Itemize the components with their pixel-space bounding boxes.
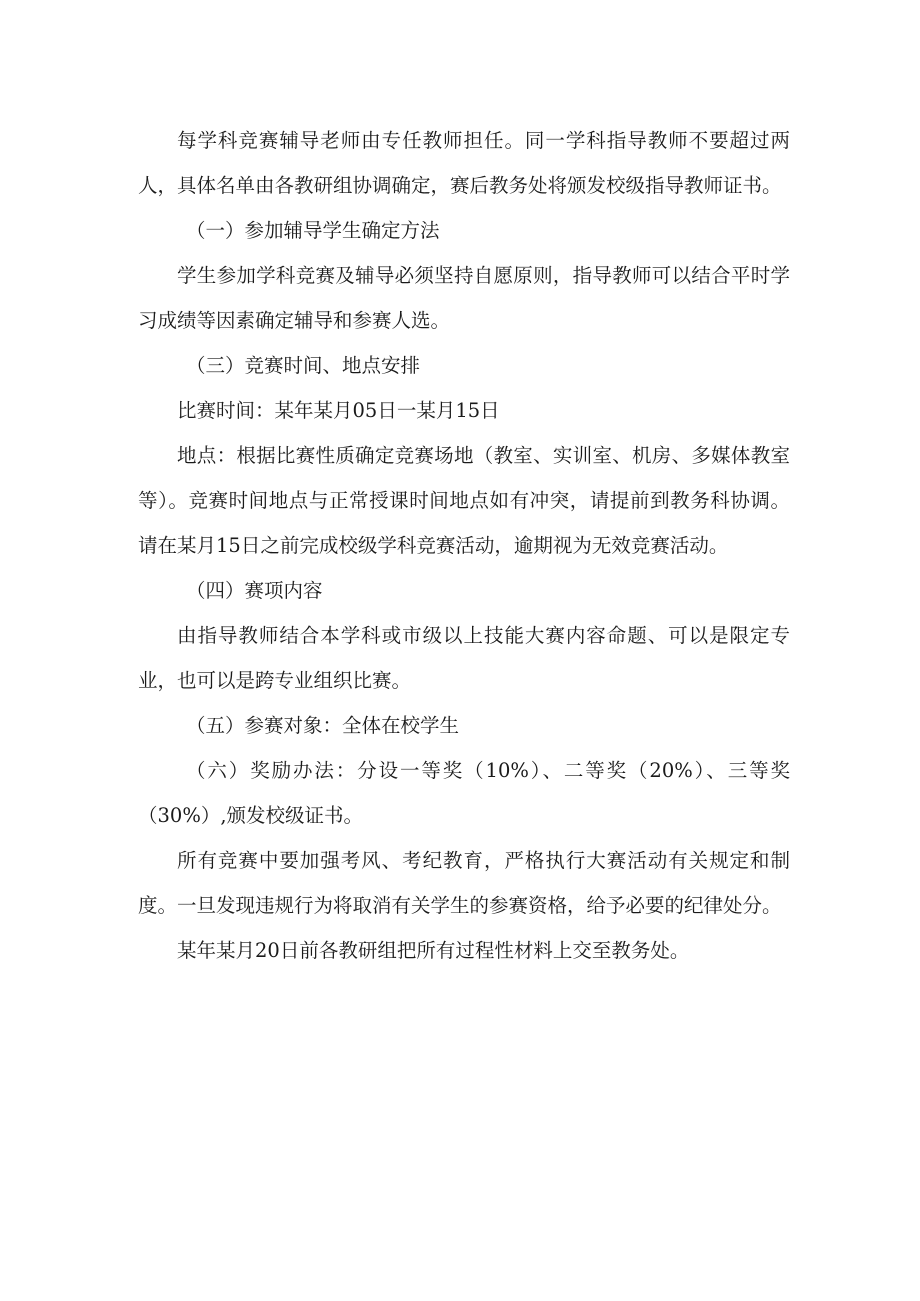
section-heading-participants: （五）参赛对象：全体在校学生: [186, 714, 460, 737]
paragraph-voluntary-principle: 学生参加学科竞赛及辅导必须坚持自愿原则，指导教师可以结合平时学习成绩等因素确定辅导和参赛人选。: [138, 264, 790, 332]
section-heading-awards: （六）奖励办法：分设一等奖（10%）、二等奖（20%）、三等奖（30%）,颁发校级证书。: [138, 759, 790, 827]
paragraph-discipline: 所有竞赛中要加强考风、考纪教育，严格执行大赛活动有关规定和制度。一旦发现违规行为将取消有关学生的参赛资格，给予必要的纪律处分。: [138, 849, 790, 917]
section-heading-event-content: （四）赛项内容: [186, 579, 323, 602]
paragraph-submission-deadline: 某年某月20日前各教研组把所有过程性材料上交至教务处。: [177, 939, 690, 962]
paragraph-instructor-assignment: 每学科竞赛辅导老师由专任教师担任。同一学科指导教师不要超过两人，具体名单由各教研组协调确定，赛后教务处将颁发校级指导教师证书。: [138, 129, 790, 197]
section-heading-time-location: （三）竞赛时间、地点安排: [186, 354, 421, 377]
paragraph-competition-time: 比赛时间：某年某月05日一某月15日: [177, 399, 500, 422]
document-body: [138, 118, 790, 973]
section-heading-student-selection: （一）参加辅导学生确定方法: [186, 219, 440, 242]
paragraph-competition-location: 地点：根据比赛性质确定竞赛场地（教室、实训室、机房、多媒体教室等）。竞赛时间地点与正常授课时间地点如有冲突，请提前到教务科协调。请在某月15日之前完成校级学科竞赛活动，逾期视为无效竞赛活动。: [138, 444, 790, 557]
paragraph-event-content: 由指导教师结合本学科或市级以上技能大赛内容命题、可以是限定专业，也可以是跨专业组织比赛。: [138, 624, 790, 692]
